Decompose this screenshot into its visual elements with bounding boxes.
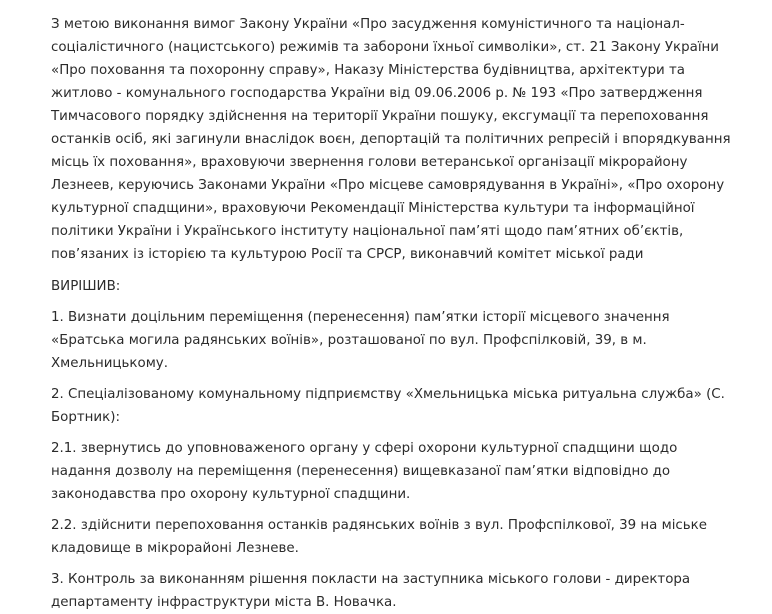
decision-heading: ВИРІШИВ: bbox=[51, 279, 121, 294]
decision-item-2-1: 2.1. звернутись до уповноваженого органу у сфері охорони культурної спадщини щодо надання дозволу на переміщення (перенесення) вищевказаної пам’ятки відповідно до законодавства про охорону культурної спадщини. bbox=[51, 441, 678, 502]
preamble-paragraph: З метою виконання вимог Закону України «Про засудження комуністичного та націонал-соціалістичного (нацистського) режимів та заборони їхньої символіки», ст. 21 Закону України «Про поховання та похоронну справу», Наказу Міністерства будівництва, архітектури та житлово - комунального господарства України від 09.06.2006 р. № 193 «Про затвердження Тимчасового порядку здійснення на території України пошуку, ексгумації та перепоховання останків осіб, які загинули внаслідок воєн, депортацій та політичних репресій і впорядкування місць їх поховання», враховуючи звернення голови ветеранської організації мікрорайону Лезнеев, керуючись Законами України «Про місцеве самоврядування в Україні», «Про охорону культурної спадщини», враховуючи Рекомендації Міністерства культури та інформаційної політики України і Українського інституту національної пам’яті щодо пам’ятних об’єктів, пов’язаних із історією та культурою Росії та СРСР, виконавчий комітет міської ради bbox=[51, 17, 731, 262]
decision-item-2: 2. Спеціалізованому комунальному підприємству «Хмельницька міська ритуальна служба» (С. Бортник): bbox=[51, 387, 725, 425]
decision-item-1: 1. Визнати доцільним переміщення (перенесення) пам’ятки історії місцевого значення «Братська могила радянських воїнів», розташованої по вул. Профспілковій, 39, в м. Хмельницькому. bbox=[51, 310, 670, 371]
decision-item-2-2: 2.2. здійснити перепоховання останків радянських воїнів з вул. Профспілкової, 39 на міське кладовище в мікрорайоні Лезневе. bbox=[51, 518, 707, 556]
decision-item-3: 3. Контроль за виконанням рішення покласти на заступника міського голови - директора департаменту інфраструктури міста В. Новачка. bbox=[51, 572, 691, 610]
